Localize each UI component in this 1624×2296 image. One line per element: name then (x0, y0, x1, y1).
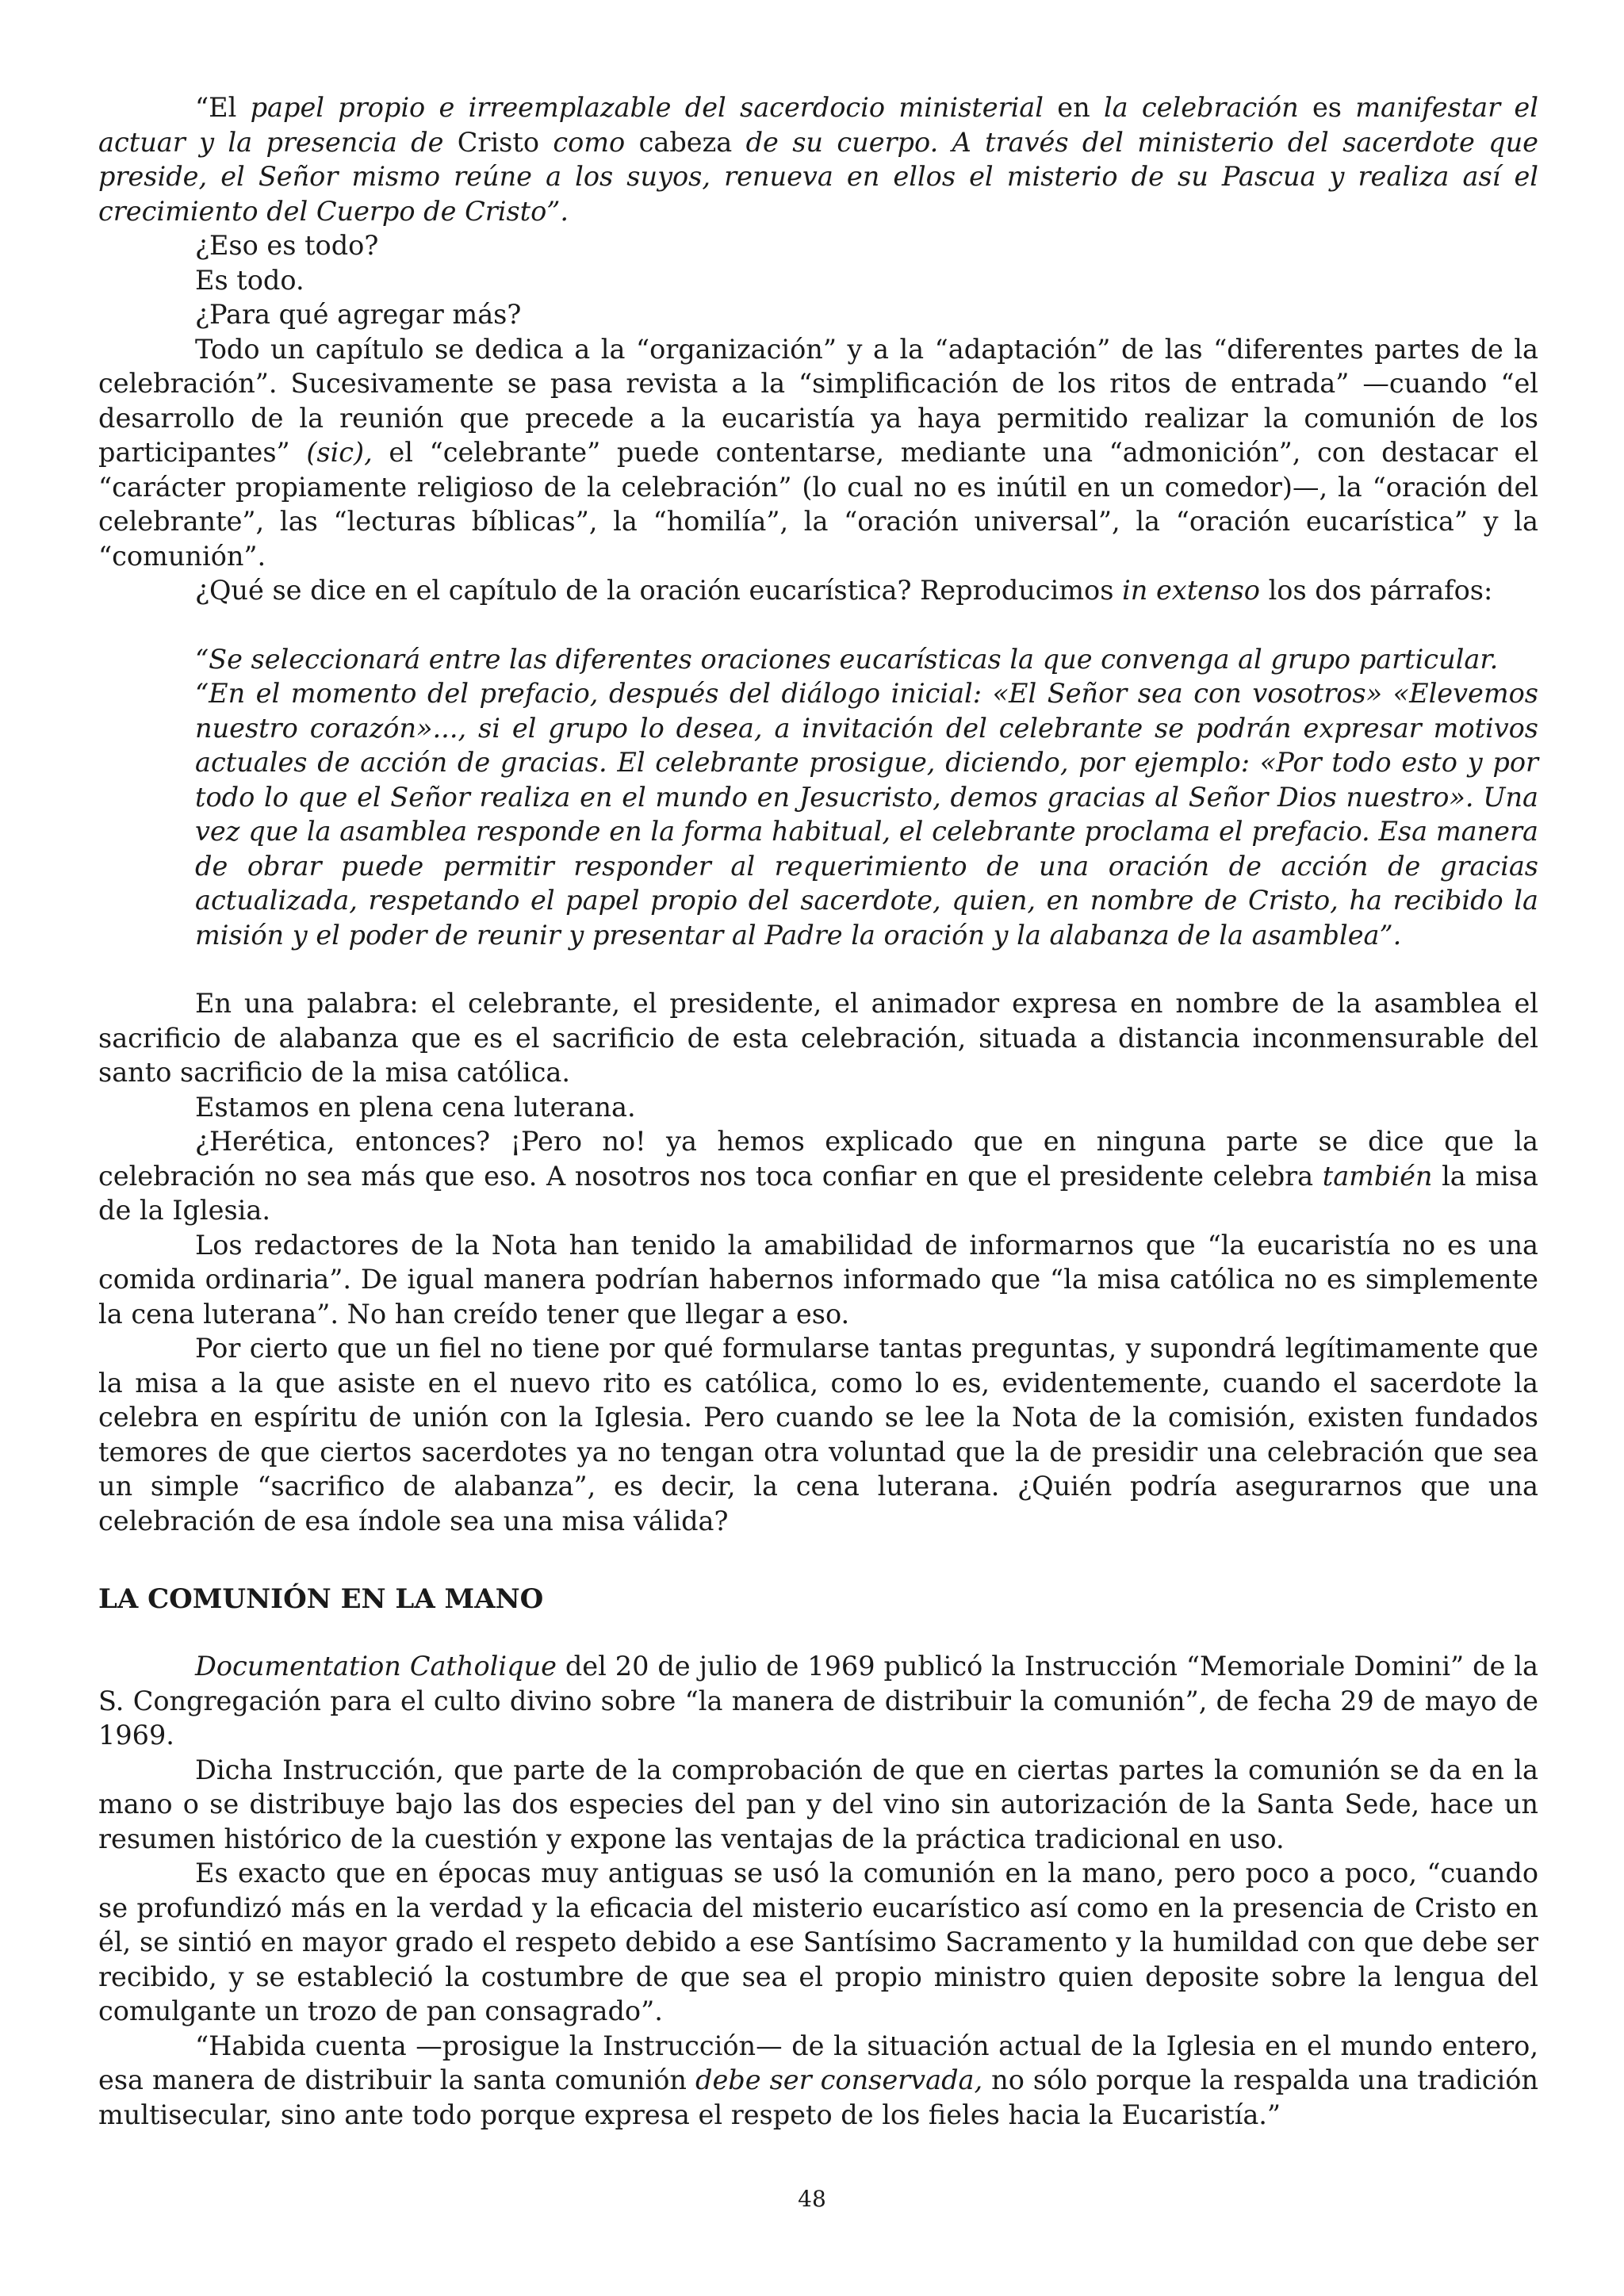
section-heading: LA COMUNIÓN EN LA MANO (98, 1583, 544, 1615)
paragraph-oracion-eucaristica (98, 573, 1538, 608)
paragraph-en-una-palabra: En una palabra: el celebrante, el presidente, el animador expresa en nombre de la asamblea el sacrificio de alabanza que es el sacrificio de esta celebración, situada a distancia inconmensurable del santo sacrificio de la misa católica. (98, 988, 1538, 1088)
paragraph-documentation-catholique (98, 1649, 1538, 1753)
italic-run: como (553, 126, 626, 158)
text-run: ¿Herética, entonces? ¡Pero no! ya hemos explicado que en ninguna parte se dice que la celebración no sea más que eso. A nosotros nos toca confiar en que el presidente celebra (98, 1126, 1538, 1192)
quote-text: “Se seleccionará entre las diferentes oraciones eucarísticas la que convenga al grupo particular. (195, 643, 1499, 675)
text-run: “Habida cuenta —prosigue la Instrucción— de la situación actual de la Iglesia en el mundo entero, esa manera de distribuir la santa comunión (98, 2030, 1538, 2095)
page-body (98, 90, 1538, 2132)
text-run: cabeza (625, 126, 746, 158)
text-run: los dos párrafos: (1259, 575, 1493, 606)
quote-text: “En el momento del prefacio, después del diálogo inicial: «El Señor sea con vosotros» «Elevemos nuestro corazón»..., si el grupo lo desea, a invitación del celebrante se podrán expresar motivos actuales de acción de gracias. El celebrante prosigue, diciendo, por ejemplo: «Por todo esto y por todo lo que el Señor realiza en el mundo en Jesucristo, demos gracias al Señor Dios nuestro». Una vez que la asamblea responde en la forma habitual, el celebrante proclama el prefacio. Esa manera de obrar puede permitir responder al requerimiento de una oración de acción de gracias actualizada, respetando el papel propio del sacerdote, quien, en nombre de Cristo, ha recibido la misión y el poder de reunir y presentar al Padre la oración y la alabanza de la asamblea”. (195, 678, 1538, 951)
italic-run: la celebración (1103, 92, 1299, 123)
paragraph-agregar-mas: ¿Para qué agregar más? (195, 299, 522, 330)
italic-run: Documentation Catholique (195, 1651, 557, 1682)
page-number: 48 (798, 2186, 826, 2212)
text-run: Cristo (443, 126, 553, 158)
text-run: Todo un capítulo se dedica a la “organización” y a la “adaptación” de las “diferentes partes de la celebración”. Sucesivamente se pasa revista a la “simplificación de los ritos de entrada” —cuando “el desarrollo de la reunión que precede a la eucaristía ya haya permitido realizar la comunión de los participantes” (98, 333, 1538, 468)
paragraph-es-exacto: Es exacto que en épocas muy antiguas se usó la comunión en la mano, pero poco a poco, “cuando se profundizó más en la verdad y la eficacia del misterio eucarístico así como en la presencia de Cristo en él, se sintió en mayor grado el respeto debido a ese Santísimo Sacramento y la humildad con que debe ser recibido, y se estableció la costumbre de que sea el propio ministro quien deposite sobre la lengua del comulgante un trozo de pan consagrado”. (98, 1858, 1538, 2026)
italic-run: de su cuerpo. A través del ministerio del sacerdote que preside, el Señor mismo reúne a los suyos, renueva en ellos el misterio de su Pascua y realiza así el crecimiento del Cuerpo de Cristo”. (98, 126, 1538, 227)
text-run: “El (195, 92, 251, 123)
text-run: no sólo porque la respalda una tradición multisecular, sino ante todo porque expresa el respeto de los fieles hacia la Eucaristía.” (98, 2064, 1538, 2130)
paragraph-heretica (98, 1124, 1538, 1228)
italic-run: también (1322, 1160, 1433, 1192)
italic-run: in extenso (1122, 575, 1260, 606)
block-quote-prefacio (195, 676, 1538, 952)
text-run: en (1043, 92, 1104, 123)
paragraph-eso-es-todo: ¿Eso es todo? (195, 230, 379, 261)
paragraph-por-cierto: Por cierto que un fiel no tiene por qué formularse tantas preguntas, y supondrá legítimamente que la misa a la que asiste en el nuevo rito es católica, como lo es, evidentemente, cuando el sacerdote la celebra en espíritu de unión con la Iglesia. Pero cuando se lee la Nota de la comisión, existen fundados temores de que ciertos sacerdotes ya no tengan otra voluntad que la de presidir una celebración que sea un simple “sacrifico de alabanza”, es decir, la cena luterana. ¿Quién podría asegurarnos que una celebración de esa índole sea una misa válida? (98, 1333, 1538, 1536)
italic-run: (sic), (306, 437, 373, 468)
text-run: es (1298, 92, 1356, 123)
paragraph-redactores: Los redactores de la Nota han tenido la amabilidad de informarnos que “la eucaristía no es una comida ordinaria”. De igual manera podrían habernos informado que “la misa católica no es simplemente la cena luterana”. No han creído tener que llegar a eso. (98, 1229, 1538, 1330)
text-run: ¿Qué se dice en el capítulo de la oración eucarística? Reproducimos (195, 575, 1123, 606)
text-run: la misa de la Iglesia. (98, 1160, 1538, 1226)
text-run: el “celebrante” puede contentarse, mediante una “admonición”, con destacar el “carácter propiamente religioso de la celebración” (lo cual no es inútil en un comedor)—, la “oración del celebrante”, las “lecturas bíblicas”, la “homilía”, la “oración universal”, la “oración eucarística” y la “comunión”. (98, 437, 1538, 572)
paragraph-habida-cuenta (98, 2029, 1538, 2133)
paragraph-es-todo: Es todo. (195, 264, 304, 296)
text-run: del 20 de julio de 1969 publicó la Instrucción “Memoriale Domini” de la S. Congregación para el culto divino sobre “la manera de distribuir la comunión”, de fecha 29 de mayo de 1969. (98, 1651, 1539, 1751)
italic-run: debe ser conservada, (695, 2064, 983, 2095)
italic-run: papel propio e irreemplazable del sacerdocio ministerial (250, 92, 1044, 123)
block-quote-seleccionara (195, 642, 1538, 677)
paragraph-quote-sacerdocio (98, 90, 1538, 228)
paragraph-dicha-instruccion: Dicha Instrucción, que parte de la comprobación de que en ciertas partes la comunión se da en la mano o se distribuye bajo las dos especies del pan y del vino sin autorización de la Santa Sede, hace un resumen histórico de la cuestión y expone las ventajas de la práctica tradicional en uso. (98, 1754, 1538, 1854)
paragraph-capitulo (98, 332, 1538, 574)
italic-run: manifestar el actuar y la presencia de (98, 92, 1538, 158)
paragraph-cena-luterana: Estamos en plena cena luterana. (195, 1091, 636, 1123)
